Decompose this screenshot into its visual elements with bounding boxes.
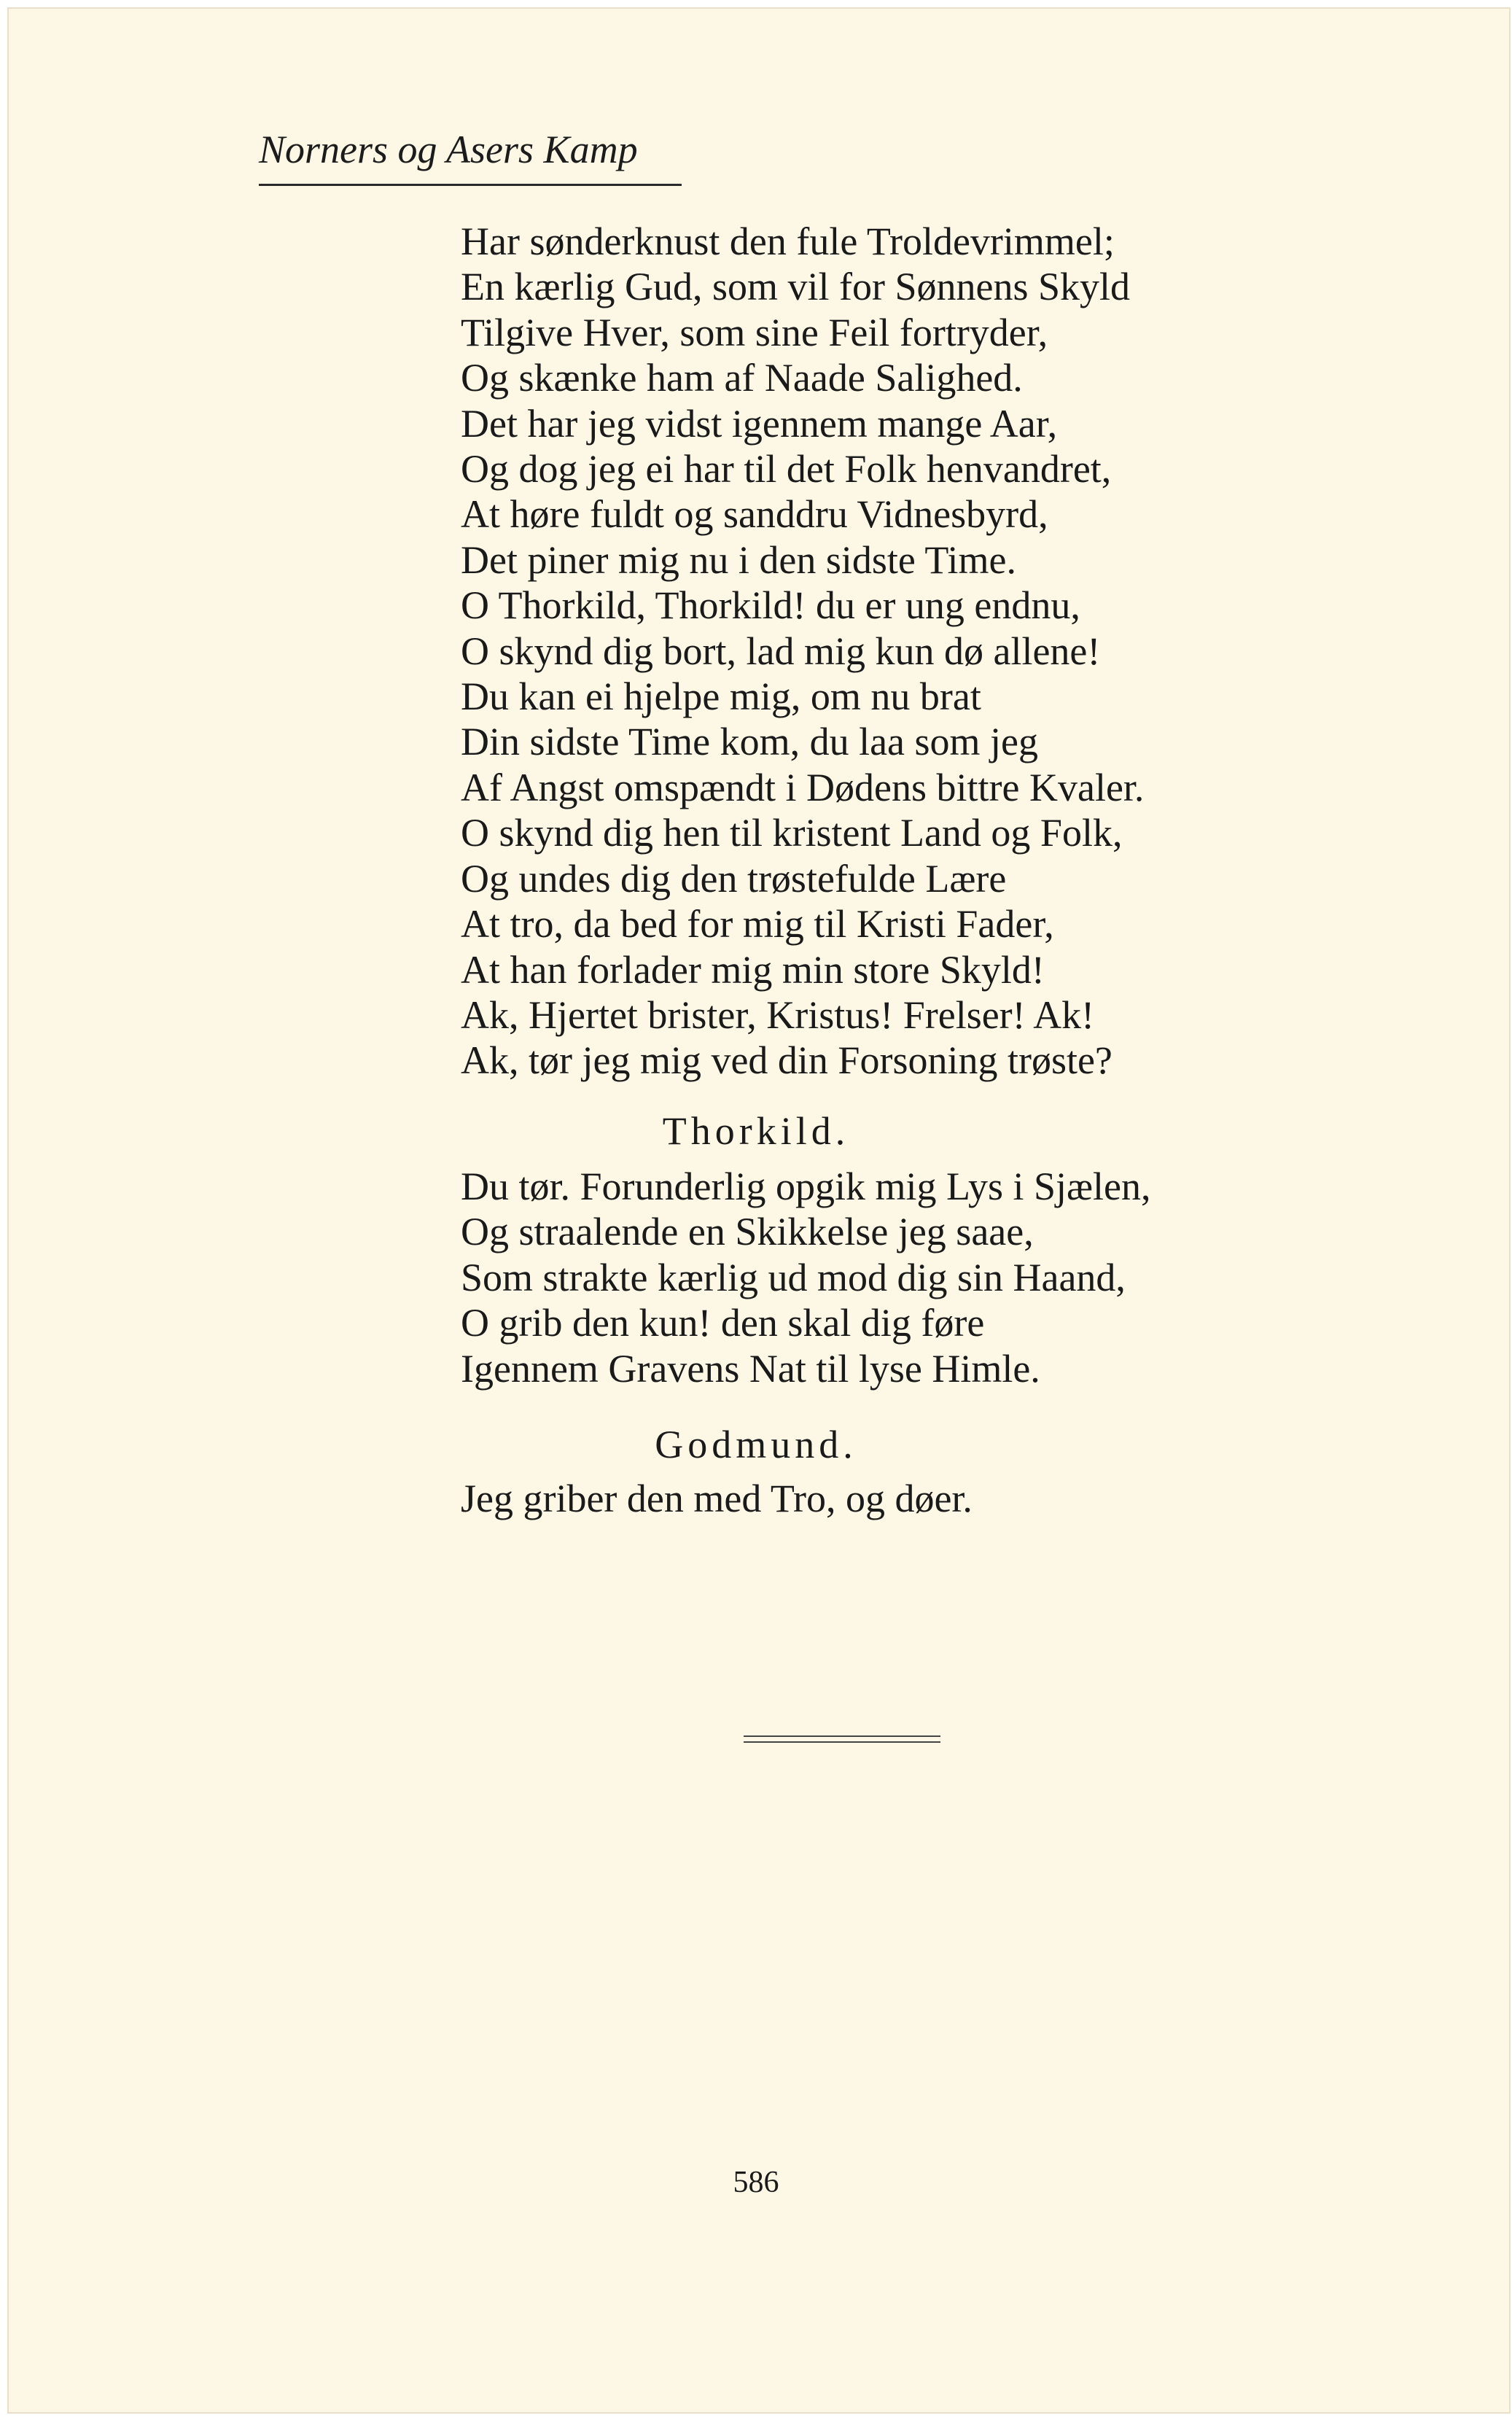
verse-line: Det har jeg vidst igennem mange Aar, [461, 401, 1058, 446]
speaker-name: Godmund. [655, 1423, 857, 1466]
verse-line: Og dog jeg ei har til det Folk henvandret, [461, 447, 1112, 491]
verse-block-3 [461, 1476, 1336, 1521]
verse-line: O skynd dig bort, lad mig kun dø allene! [461, 629, 1101, 673]
verse-line: At tro, da bed for mig til Kristi Fader, [461, 902, 1054, 946]
page-number: 586 [733, 2166, 779, 2199]
verse-line: Du tør. Forunderlig opgik mig Lys i Sjælen, [461, 1165, 1151, 1208]
verse-line: Ak, Hjertet brister, Kristus! Frelser! Ak! [461, 992, 1095, 1037]
verse-line: Igennem Gravens Nat til lyse Himle. [461, 1346, 1040, 1391]
verse-line: Du kan ei hjelpe mig, om nu brat [461, 675, 981, 719]
verse-line: Og skænke ham af Naade Salighed. [461, 356, 1023, 400]
verse-line: At han forlader mig min store Skyld! [461, 947, 1045, 992]
verse-block-1 [461, 219, 1336, 1084]
end-rule [744, 1741, 940, 1743]
verse-line: O Thorkild, Thorkild! du er ung endnu, [461, 583, 1080, 628]
verse-line: Tilgive Hver, som sine Feil fortryder, [461, 310, 1048, 354]
verse-line: Har sønderknust den fule Troldevrimmel; [461, 219, 1115, 263]
verse-line: Jeg griber den med Tro, og døer. [461, 1477, 973, 1520]
header-underline [259, 184, 682, 186]
verse-line: At høre fuldt og sanddru Vidnesbyrd, [461, 492, 1048, 537]
end-rule [744, 1735, 940, 1737]
running-title: Norners og Asers Kamp [259, 128, 638, 171]
verse-line: Af Angst omspændt i Dødens bittre Kvaler. [461, 765, 1145, 809]
verse-line: O grib den kun! den skal dig føre [461, 1301, 985, 1345]
verse-line: En kærlig Gud, som vil for Sønnens Skyld [461, 265, 1131, 309]
verse-line: Som strakte kærlig ud mod dig sin Haand, [461, 1255, 1126, 1299]
verse-line: Og undes dig den trøstefulde Lære [461, 856, 1007, 901]
speaker-name: Thorkild. [662, 1109, 850, 1153]
verse-line: Og straalende en Skikkelse jeg saae, [461, 1210, 1034, 1254]
verse-line: Ak, tør jeg mig ved din Forsoning trøste? [461, 1038, 1112, 1083]
verse-line: Det piner mig nu i den sidste Time. [461, 537, 1016, 582]
verse-block-2 [461, 1164, 1336, 1391]
verse-line: O skynd dig hen til kristent Land og Folk, [461, 811, 1123, 855]
verse-line: Din sidste Time kom, du laa som jeg [461, 720, 1039, 764]
